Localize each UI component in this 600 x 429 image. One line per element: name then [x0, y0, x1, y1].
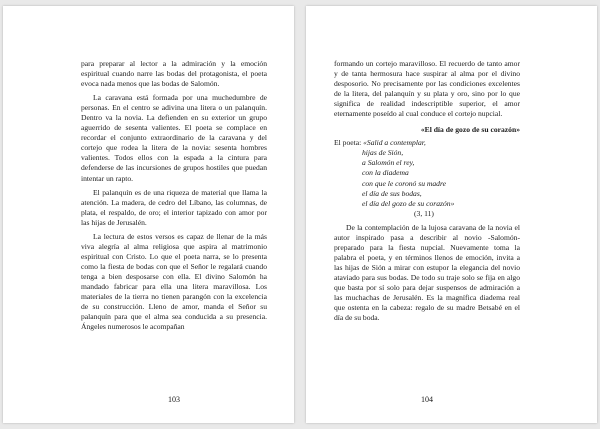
- paragraph: De la contemplación de la lujosa caravana de la novia el autor inspirado pasa a describir al novio -Salomón- preparado para la fiesta nupcial. Nuevamente toma la palabra el poeta, y en términos llenos de emoción, invita a las hijas de Sión a mirar con estupor la elegancia del novio ataviado para sus bodas. De todo su traje solo se fija en algo que basta por sí solo para dejar suspensos de admiración a las muchachas de Jerusalén. Es la magnífica diadema real que ostenta en la cabeza: regalo de su madre Betsabé en el día de su boda.: [334, 222, 520, 323]
- verse-line: el día del gozo de su corazón»: [362, 198, 455, 208]
- paragraph: La caravana está formada por una muchedumbre de personas. En el centro se adivina una litera o un palanquín. Dentro va la novia. La defienden en su exterior un grupo aguerrido de sesenta valientes. El poeta se complace en recordar el conjunto extraordinario de la caravana y del cortejo que rodea la litera de la novia: sesenta hombres valientes. Todos ellos con la espada a la cintura para defenderse de las incursiones de grupos hostiles que puedan intentar un rapto.: [81, 93, 267, 183]
- verse-block: [334, 138, 520, 218]
- verse-line: [334, 138, 520, 148]
- verse-lead: El poeta:: [334, 138, 362, 148]
- paragraph: para preparar al lector a la admiración y la emoción espiritual cuando narre las bodas del protagonista, el poeta evoca nada menos que las bodas de Salomón.: [81, 59, 267, 89]
- section-heading: «El día de gozo de su corazón»: [420, 125, 520, 135]
- verse-line: el día de sus bodas,: [362, 188, 422, 198]
- verse-reference: (3, 11): [414, 208, 434, 218]
- right-page: [306, 6, 597, 423]
- right-page-text: [334, 59, 520, 323]
- left-page-text: [81, 59, 267, 332]
- verse-line: a Salomón el rey,: [362, 158, 415, 168]
- left-page: [3, 6, 294, 423]
- page-number: 104: [421, 395, 433, 404]
- paragraph: El palanquín es de una riqueza de material que llama la atención. La madera, de cedro del Líbano, las columnas, de plata, el respaldo, de oro; el interior tapizado con amor por las hijas de Jerusalén.: [81, 187, 267, 227]
- verse-line: con la diadema: [362, 168, 409, 178]
- verse-line: hijas de Sión,: [362, 148, 404, 158]
- paragraph: La lectura de estos versos es capaz de llenar de la más viva alegría al alma religiosa que aspira al matrimonio espiritual con Cristo. Lo que el poeta narra, se lo presenta como la fiesta de bodas con que el Señor le regalará cuando tenga a bien desposarse con ella. El divino Salomón ha mandado fabricar para ella una litera maravillosa. Los materiales de la tierra no tienen parangón con la excelencia de su construcción. Lleno de amor, manda el Señor su palanquín para que el alma sea conducida a su presencia. Ángeles numerosos le acompañan: [81, 231, 267, 332]
- verse-line-text: «Salid a contemplar,: [363, 138, 426, 148]
- paragraph: formando un cortejo maravilloso. El recuerdo de tanto amor y de tanta hermosura hace suspirar al alma por el divino desposorio. No precisamente por las condiciones excelentes de la litera, del palanquín y su plata y oro, sino por lo que significa de realidad indescriptible superior, el amor eternamente poseído al cual conduce el cortejo nupcial.: [334, 59, 520, 119]
- verse-line: con que le coronó su madre: [362, 178, 447, 188]
- page-number: 103: [168, 395, 180, 404]
